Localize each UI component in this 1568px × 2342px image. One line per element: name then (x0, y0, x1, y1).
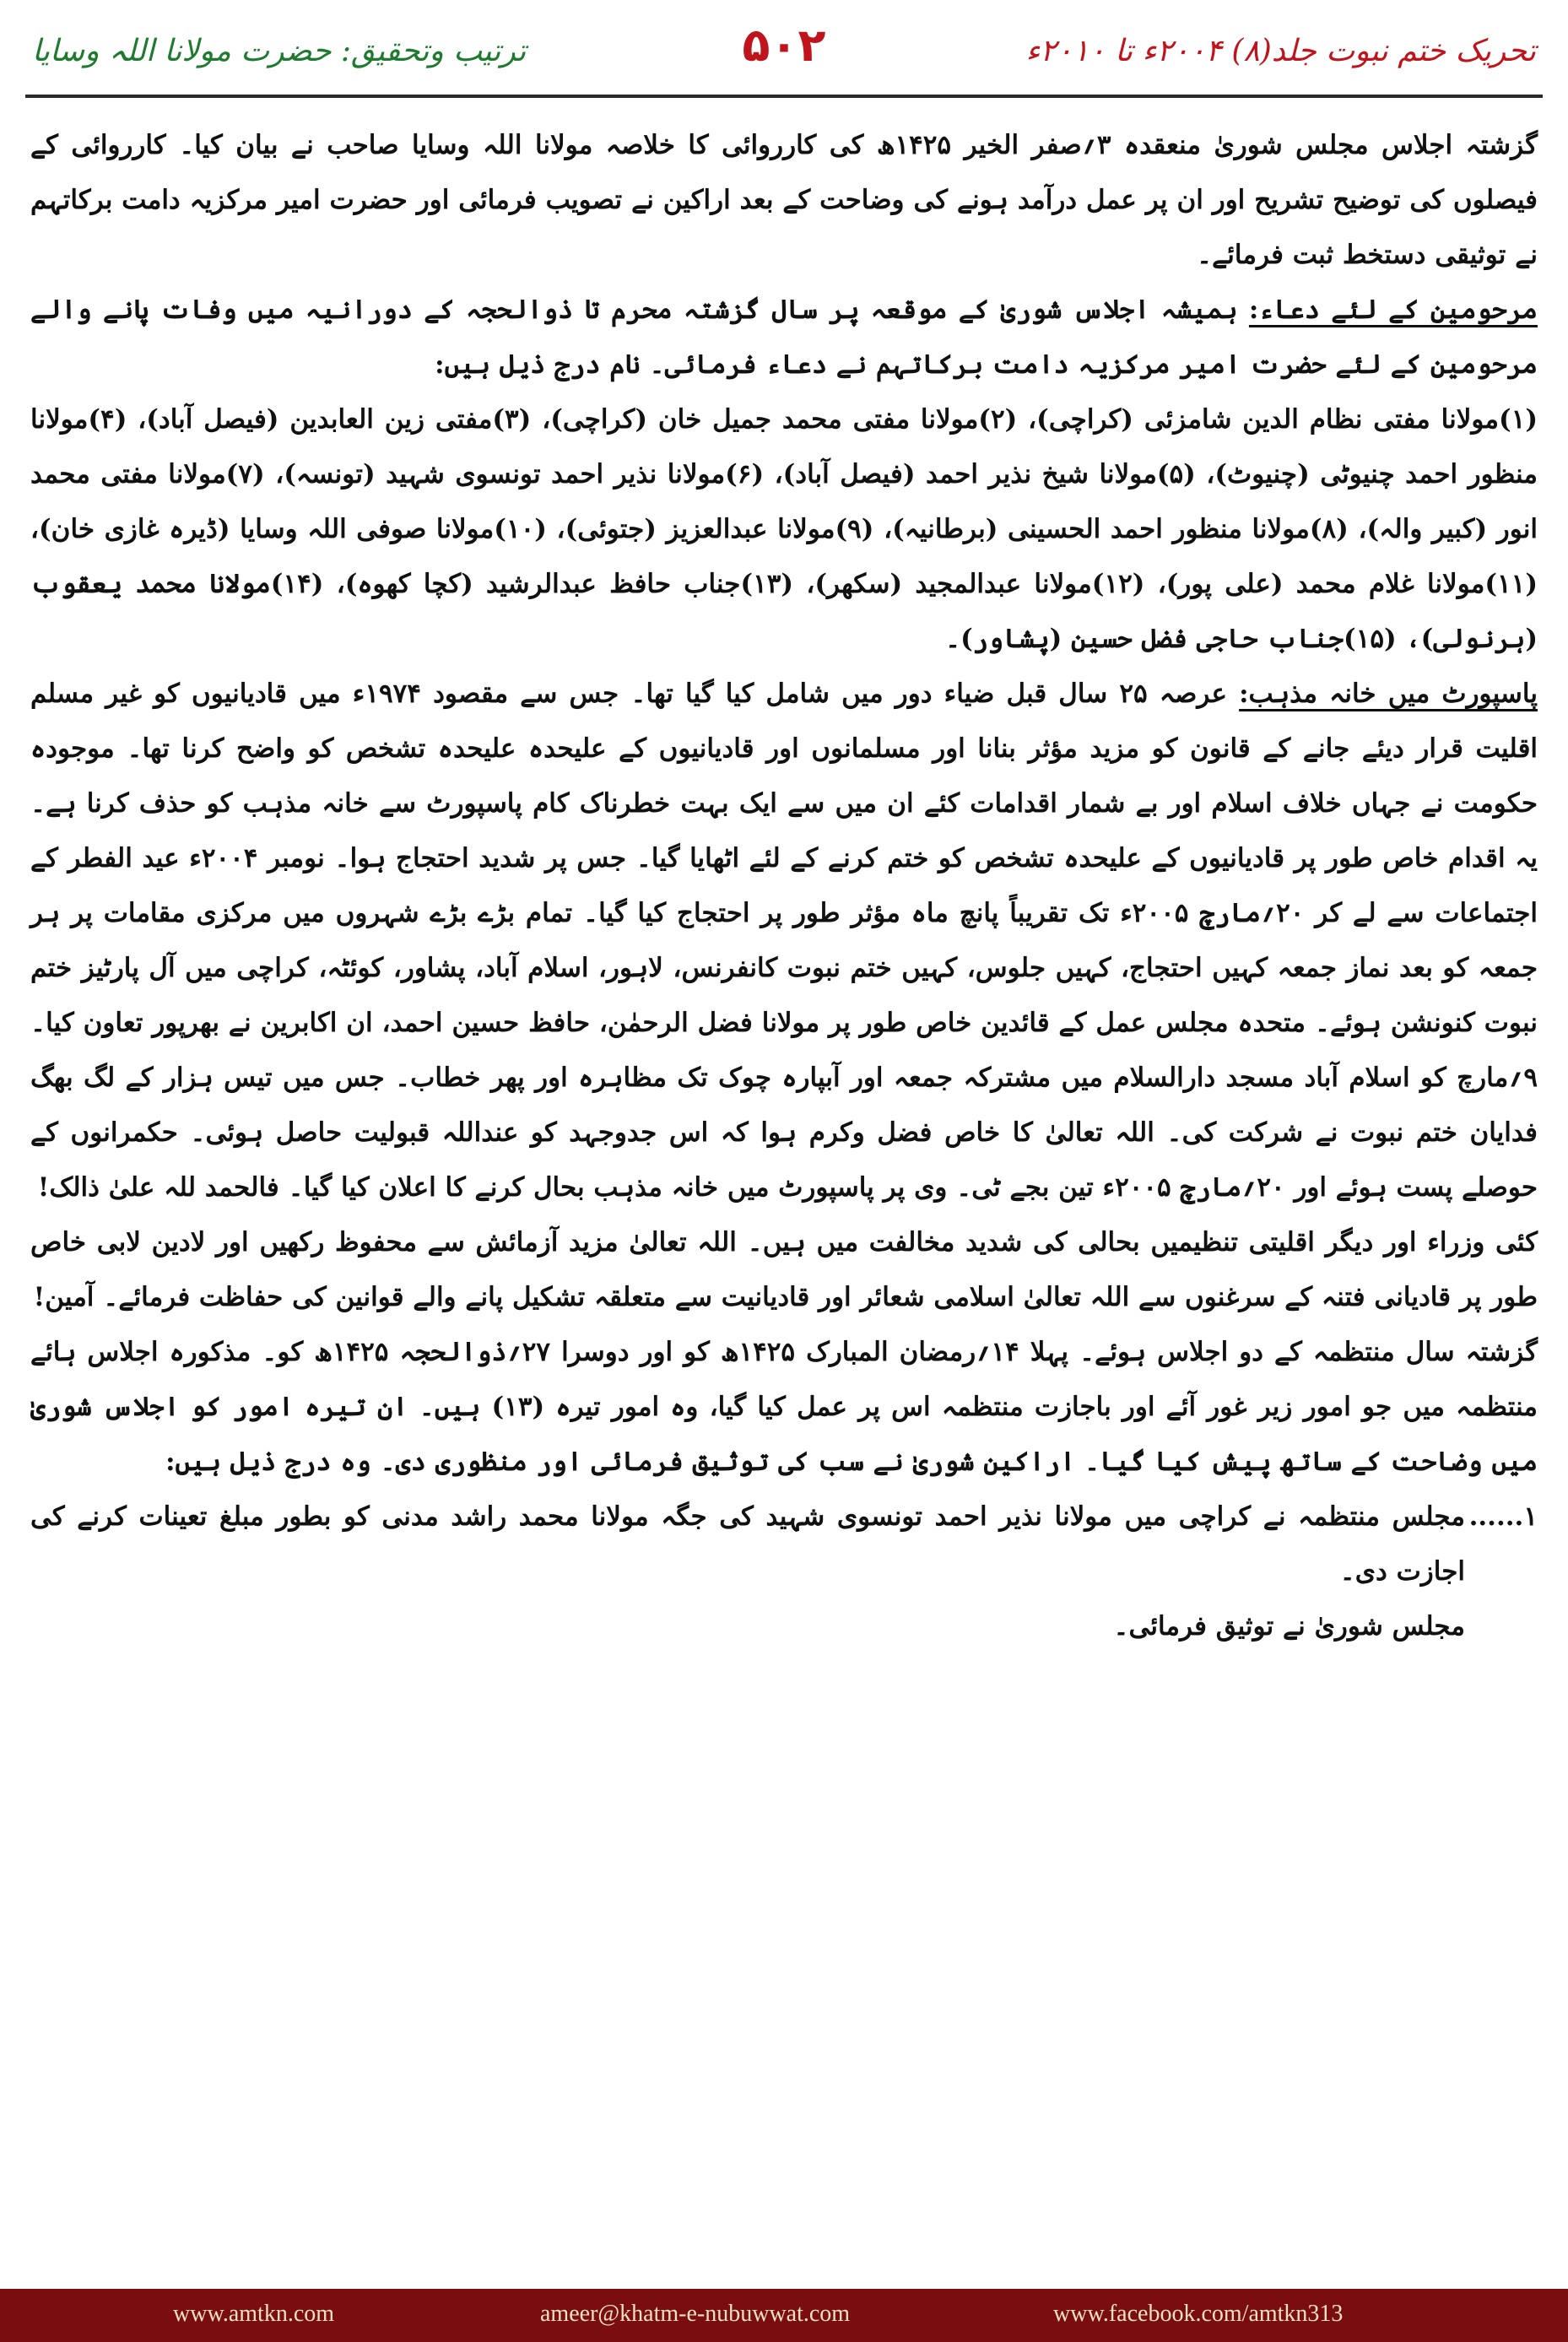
passport-text: عرصہ ۲۵ سال قبل ضیاء دور میں شامل کیا گیا تھا۔ جس سے مقصود ۱۹۷۴ء میں قادیانیوں کو غیر مسلم اقلیت قرار دیئے جانے کے قانون کو مزید مؤثر بنانا اور مسلمانوں اور قادیانیوں کے علیحدہ علیحدہ تشخص کو واضح کرنا تھا۔ موجودہ حکومت نے جہاں خلاف اسلام اور بے شمار اقدامات کئے ان میں سے ایک بہت خطرناک کام پاسپورٹ سے خانہ مذہب کو حذف کرنا ہے۔ یہ اقدام خاص طور پر قادیانیوں کے علیحدہ تشخص کو ختم کرنے کے لئے اٹھایا گیا۔ جس پر شدید احتجاج ہوا۔ نومبر ۲۰۰۴ء عید الفطر کے اجتماعات سے لے کر ۲۰؍مارچ ۲۰۰۵ء تک تقریباً پانچ ماہ مؤثر طور پر احتجاج کیا گیا۔ تمام بڑے بڑے شہروں میں مرکزی مقامات پر ہر جمعہ کو بعد نماز جمعہ کہیں احتجاج، کہیں جلوس، کہیں ختم نبوت کانفرنس، لاہور، اسلام آباد، پشاور، کوئٹہ، کراچی میں آل پارٹیز ختم نبوت کنونشن ہوئے۔ متحدہ مجلس عمل کے قائدین خاص طور پر مولانا فضل الرحمٰن، حافظ حسین احمد، ان اکابرین نے بھرپور تعاون کیا۔ ۹؍مارچ کو اسلام آباد مسجد دارالسلام میں مشترکہ جمعہ اور آبپارہ چوک تک مظاہرہ اور پھر خطاب۔ جس میں تیس ہزار کے لگ بھگ فدایان ختم نبوت نے شرکت کی۔ اللہ تعالیٰ کا خاص فضل وکرم ہوا کہ اس جدوجہد کو عنداللہ قبولیت حاصل ہوئی۔ حکمرانوں کے حوصلے پست ہوئے اور ۲۰؍مارچ ۲۰۰۵ء تین بجے ٹی۔ وی پر پاسپورٹ میں خانہ مذہب بحال کرنے کا اعلان کیا گیا۔ (30, 679, 1538, 1203)
header-divider (25, 95, 1543, 98)
page-number: ۵۰۲ (742, 19, 826, 72)
footer-facebook-link[interactable]: www.facebook.com/amtkn313 (1053, 2301, 1344, 2327)
paragraph-passport (30, 667, 1538, 1215)
footer-email-link[interactable]: ameer@khatm-e-nubuwwat.com (540, 2301, 851, 2327)
header-compiler-credit: ترتیب وتحقیق: حضرت مولانا اللہ وسایا (32, 34, 527, 68)
page-header (0, 0, 1568, 101)
paragraph-ijlas: گزشتہ سال منتظمہ کے دو اجلاس ہوئے۔ پہلا ۱۴؍رمضان المبارک ۱۴۲۵ھ کو اور دوسرا ۲۷؍ذوالحجہ ۱۴۲۵ھ کو۔ مذکورہ اجلاس ہائے منتظمہ میں جو امور زیر غور آئے اور باجازت منتظمہ اس پر عمل کیا گیا، وہ امور تیرہ (۱۳) ہیں۔ ان تیرہ امور کو اجلاس شوریٰ میں وضاحت کے ساتھ پیش کیا گیا۔ اراکین شوریٰ نے سب کی توثیق فرمائی اور منظوری دی۔ وہ درج ذیل ہیں: (30, 1337, 1538, 1477)
item-followup: مجلس شوریٰ نے توثیق فرمائی۔ (1113, 1611, 1465, 1642)
heading-passport: پاسپورٹ میں خانہ مذہب: (1239, 679, 1538, 709)
paragraph-previous-meeting: گزشتہ اجلاس مجلس شوریٰ منعقدہ ۳؍صفر الخیر ۱۴۲۵ھ کی کارروائی کا خلاصہ مولانا اللہ وسایا صاحب نے بیان کیا۔ کارروائی کے فیصلوں کی توضیح تشریح اور ان پر عمل درآمد ہونے کی وضاحت کے بعد اراکین نے تصویب فرمائی اور حضرت امیر مرکزیہ دامت برکاتہم نے توثیقی دستخط ثبت فرمائے۔ (30, 130, 1538, 270)
item-number: ۱...... (1468, 1501, 1538, 1532)
marhumeen-text: ہمیشہ اجلاس شوریٰ کے موقعہ پر سال گزشتہ محرم تا ذوالحجہ کے دورانیہ میں وفات پانے والے مرحومین کے لئے حضرت امیر مرکزیہ دامت برکاتہم نے دعاء فرمائی۔ نام درج ذیل ہیں: (30, 295, 1538, 380)
paragraph-names-list: (۱)مولانا مفتی نظام الدین شامزئی (کراچی)، (۲)مولانا مفتی محمد جمیل خان (کراچی)، (۳)مفتی زین العابدین (فیصل آباد)، (۴)مولانا منظور احمد چنیوٹی (چنیوٹ)، (۵)مولانا شیخ نذیر احمد (فیصل آباد)، (۶)مولانا نذیر احمد تونسوی شہید (تونسہ)، (۷)مولانا مفتی محمد انور (کبیر والہ)، (۸)مولانا منظور احمد الحسینی (برطانیہ)، (۹)مولانا عبدالعزیز (جتوئی)، (۱۰)مولانا صوفی اللہ وسایا (ڈیرہ غازی خان)، (۱۱)مولانا غلام محمد (علی پور)، (۱۲)مولانا عبدالمجید (سکھر)، (۱۳)جناب حافظ عبدالرشید (کچا کھوہ)، (۱۴)مولانا محمد یعقوب (ہرنولی)، (۱۵)جناب حاجی فضل حسین (پشاور)۔ (30, 404, 1538, 654)
paragraph-wuzara: کئی وزراء اور دیگر اقلیتی تنظیمیں بحالی کی شدید مخالفت میں ہیں۔ اللہ تعالیٰ مزید آزمائش سے محفوظ رکھیں اور لادین لابی خاص طور پر قادیانی فتنہ کے سرغنوں سے اللہ تعالیٰ اسلامی شعائر اور قادیانیت سے متعلقہ تشکیل پانے والے قوانین کی حفاظت فرمائے۔ آمین! (30, 1227, 1538, 1312)
paragraph-marhumeen (30, 283, 1538, 392)
footer-website-link[interactable]: www.amtkn.com (173, 2301, 335, 2327)
numbered-item-1 (30, 1490, 1538, 1654)
item-text: مجلس منتظمہ نے کراچی میں مولانا نذیر احمد تونسوی شہید کی جگہ مولانا محمد راشد مدنی کو بطور مبلغ تعینات کرنے کی اجازت دی۔ (30, 1501, 1465, 1587)
header-book-title: تحریک ختم نبوت جلد(۸) ۲۰۰۴ء تا ۲۰۱۰ء (1025, 34, 1536, 68)
passport-closing: فالحمد للہ علیٰ ذالک! (37, 1172, 279, 1203)
heading-marhumeen: مرحومین کے لئے دعاء: (1248, 295, 1538, 325)
page-footer (0, 2289, 1568, 2342)
page-body (30, 118, 1538, 2203)
